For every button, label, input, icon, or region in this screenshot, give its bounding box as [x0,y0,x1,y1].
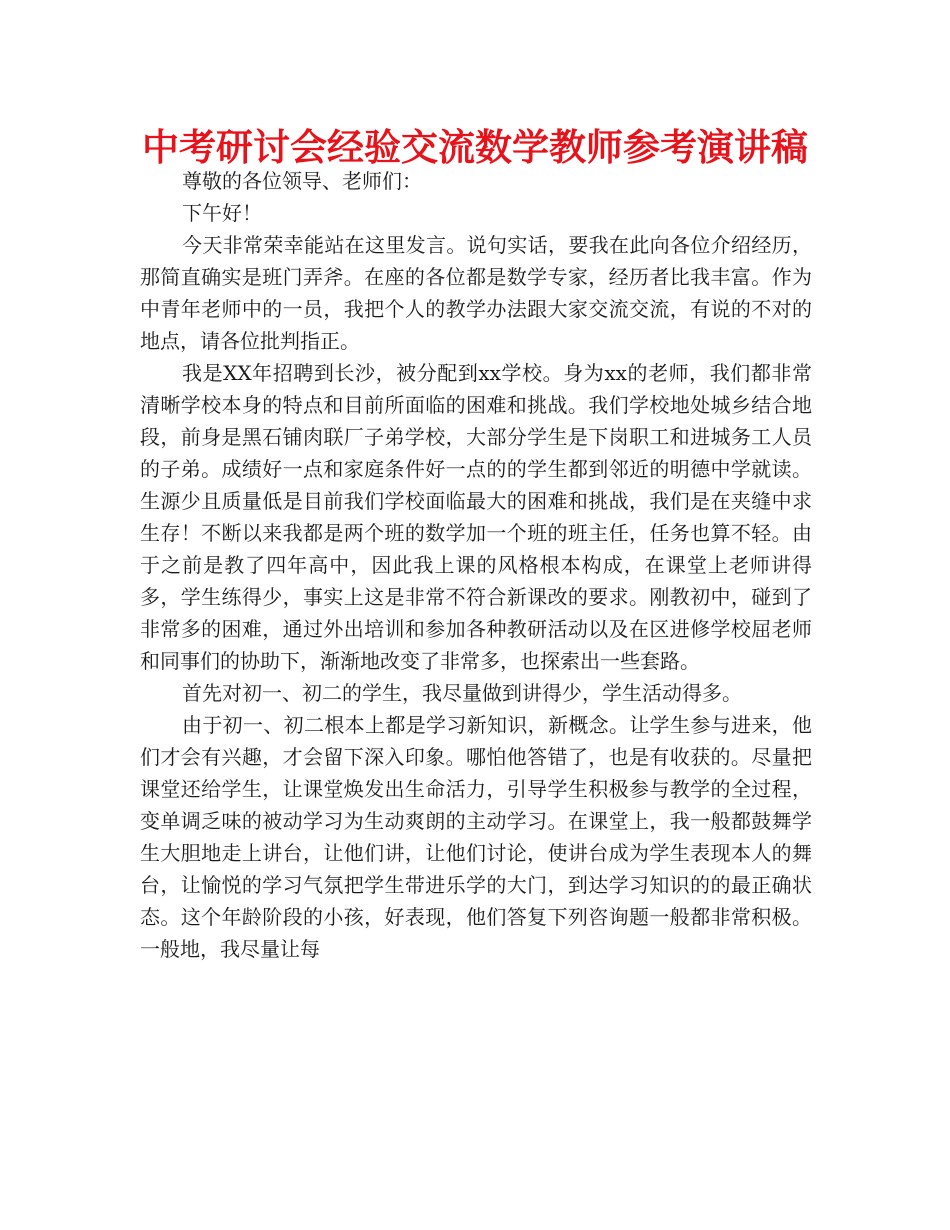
paragraph-background: 我是XX年招聘到长沙，被分配到xx学校。身为xx的老师，我们都非常清晰学校本身的特点和目前所面临的困难和挑战。我们学校地处城乡结合地段，前身是黑石铺肉联厂子弟学校，大部分学生是下岗职工和进城务工人员的子弟。成绩好一点和家庭条件好一点的的学生都到邻近的明德中学就读。生源少且质量低是目前我们学校面临最大的困难和挑战，我们是在夹缝中求生存！不断以来我都是两个班的数学加一个班的班主任，任务也算不轻。由于之前是教了四年高中，因此我上课的风格根本构成，在课堂上老师讲得多，学生练得少，事实上这是非常不符合新课改的要求。刚教初中，碰到了非常多的困难，通过外出培训和参加各种教研活动以及在区进修学校屈老师和同事们的协助下，渐渐地改变了非常多，也探索出一些套路。 [140,361,812,673]
paragraph-greeting: 下午好！ [182,201,262,225]
paragraph-introduction: 今天非常荣幸能站在这里发言。说句实话，要我在此向各位介绍经历，那简直确实是班门弄斧。在座的各位都是数学专家，经历者比我丰富。作为中青年老师中的一员，我把个人的教学办法跟大家交流交流，有说的不对的地点，请各位批判指正。 [140,233,812,353]
document-body [140,165,812,965]
paragraph-method-detail: 由于初一、初二根本上都是学习新知识，新概念。让学生参与进来，他们才会有兴趣，才会留下深入印象。哪怕他答错了，也是有收获的。尽量把课堂还给学生，让课堂焕发出生命活力，引导学生积极参与教学的全过程，变单调乏味的被动学习为生动爽朗的主动学习。在课堂上，我一般都鼓舞学生大胆地走上讲台，让他们讲，让他们讨论，使讲台成为学生表现本人的舞台，让愉悦的学习气氛把学生带进乐学的大门，到达学习知识的的最正确状态。这个年龄阶段的小孩，好表现，他们答复下列咨询题一般都非常积极。一般地，我尽量让每 [140,713,812,961]
paragraph-salutation: 尊敬的各位领导、老师们： [182,169,422,193]
document-title: 中考研讨会经验交流数学教师参考演讲稿 [142,125,808,169]
paragraph-method-summary: 首先对初一、初二的学生，我尽量做到讲得少，学生活动得多。 [182,681,742,705]
